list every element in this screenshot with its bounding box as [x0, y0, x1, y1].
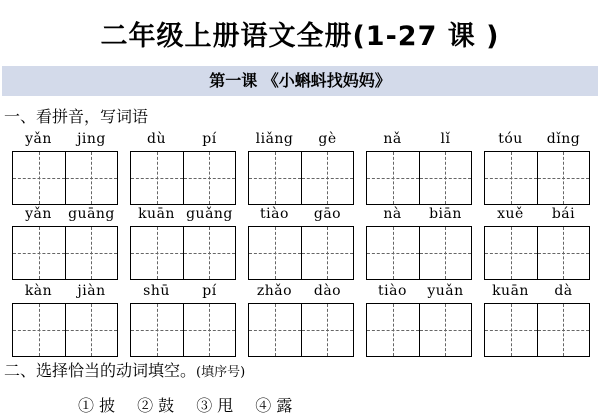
word-group	[248, 131, 354, 204]
pinyin-line	[484, 206, 590, 226]
pinyin-line	[12, 131, 118, 151]
word-group	[130, 206, 236, 279]
pinyin-line	[366, 283, 472, 303]
pinyin-syllable: kuān	[138, 206, 175, 222]
word-group	[366, 206, 472, 279]
writing-boxes	[484, 303, 590, 356]
pinyin-line	[366, 131, 472, 151]
pinyin-line	[130, 283, 236, 303]
pinyin-syllable: pí	[202, 131, 217, 147]
writing-boxes	[130, 303, 236, 356]
section-2-note: (填序号)	[196, 365, 246, 380]
tianzige-box[interactable]	[302, 303, 355, 357]
word-group	[12, 283, 118, 356]
option-item: ④ 露	[255, 396, 293, 415]
tianzige-box[interactable]	[130, 226, 184, 280]
pinyin-line	[130, 131, 236, 151]
word-group	[12, 131, 118, 204]
section-1-heading: 一、看拼音，写词语	[4, 107, 149, 126]
pinyin-syllable: xuě	[497, 206, 524, 222]
tianzige-box[interactable]	[484, 303, 538, 357]
tianzige-box[interactable]	[66, 151, 119, 205]
word-group	[130, 283, 236, 356]
tianzige-box[interactable]	[12, 151, 66, 205]
tianzige-box[interactable]	[420, 151, 473, 205]
pinyin-syllable: dào	[313, 283, 342, 299]
pinyin-syllable: lǐ	[440, 131, 451, 147]
tianzige-box[interactable]	[366, 303, 420, 357]
writing-boxes	[248, 303, 354, 356]
tianzige-box[interactable]	[12, 226, 66, 280]
pinyin-syllable: gè	[318, 131, 337, 147]
writing-boxes	[484, 151, 590, 204]
verb-options	[78, 393, 292, 416]
tianzige-box[interactable]	[484, 226, 538, 280]
pinyin-line	[484, 131, 590, 151]
pinyin-syllable: dǐng	[546, 131, 581, 147]
section-2-text: 二、选择恰当的动词填空。	[4, 361, 197, 380]
word-group	[484, 283, 590, 356]
tianzige-box[interactable]	[184, 151, 237, 205]
writing-boxes	[130, 226, 236, 279]
pinyin-line	[130, 206, 236, 226]
pinyin-line	[248, 283, 354, 303]
pinyin-syllable: tóu	[498, 131, 523, 147]
word-group	[130, 131, 236, 204]
tianzige-box[interactable]	[184, 303, 237, 357]
tianzige-box[interactable]	[66, 226, 119, 280]
tianzige-box[interactable]	[302, 151, 355, 205]
pinyin-syllable: biān	[429, 206, 462, 222]
option-item: ① 披	[78, 396, 116, 415]
word-group	[484, 131, 590, 204]
pinyin-line	[248, 206, 354, 226]
pinyin-syllable: guāng	[68, 206, 115, 222]
writing-boxes	[484, 226, 590, 279]
tianzige-box[interactable]	[130, 151, 184, 205]
tianzige-box[interactable]	[66, 303, 119, 357]
pinyin-syllable: dà	[554, 283, 573, 299]
writing-boxes	[248, 151, 354, 204]
writing-boxes	[366, 151, 472, 204]
pinyin-syllable: gāo	[313, 206, 342, 222]
tianzige-box[interactable]	[366, 226, 420, 280]
pinyin-syllable: guǎng	[186, 206, 233, 222]
pinyin-syllable: dù	[147, 131, 166, 147]
tianzige-box[interactable]	[302, 226, 355, 280]
tianzige-box[interactable]	[248, 303, 302, 357]
writing-boxes	[248, 226, 354, 279]
tianzige-box[interactable]	[484, 151, 538, 205]
pinyin-line	[366, 206, 472, 226]
pinyin-syllable: zhǎo	[256, 283, 293, 299]
writing-boxes	[12, 303, 118, 356]
pinyin-line	[12, 206, 118, 226]
word-group	[366, 283, 472, 356]
word-group	[248, 206, 354, 279]
tianzige-box[interactable]	[420, 303, 473, 357]
pinyin-syllable: jing	[77, 131, 106, 147]
writing-boxes	[130, 151, 236, 204]
writing-boxes	[12, 226, 118, 279]
pinyin-syllable: nà	[383, 206, 402, 222]
writing-boxes	[366, 303, 472, 356]
tianzige-box[interactable]	[12, 303, 66, 357]
pinyin-syllable: kuān	[492, 283, 529, 299]
tianzige-box[interactable]	[248, 226, 302, 280]
pinyin-line	[484, 283, 590, 303]
writing-boxes	[366, 226, 472, 279]
pinyin-syllable: tiào	[260, 206, 289, 222]
pinyin-syllable: pí	[202, 283, 217, 299]
section-2-heading	[4, 358, 245, 381]
pinyin-line	[248, 131, 354, 151]
pinyin-syllable: bái	[551, 206, 576, 222]
tianzige-box[interactable]	[184, 226, 237, 280]
pinyin-syllable: yuǎn	[427, 283, 464, 299]
tianzige-box[interactable]	[538, 226, 591, 280]
pinyin-syllable: jiàn	[77, 283, 106, 299]
tianzige-box[interactable]	[538, 303, 591, 357]
page-title: 二年级上册语文全册(1-27 课 )	[100, 21, 500, 52]
pinyin-syllable: shū	[143, 283, 170, 299]
word-group	[366, 131, 472, 204]
pinyin-syllable: kàn	[24, 283, 53, 299]
writing-boxes	[12, 151, 118, 204]
pinyin-syllable: yǎn	[25, 131, 52, 147]
pinyin-syllable: nǎ	[383, 131, 402, 147]
word-group	[484, 206, 590, 279]
pinyin-syllable: liǎng	[255, 131, 294, 147]
tianzige-box[interactable]	[366, 151, 420, 205]
tianzige-box[interactable]	[248, 151, 302, 205]
option-item: ③ 甩	[196, 396, 234, 415]
tianzige-box[interactable]	[538, 151, 591, 205]
option-item: ② 鼓	[137, 396, 175, 415]
word-group	[248, 283, 354, 356]
lesson-heading: 第一课 《小蝌蚪找妈妈》	[2, 66, 598, 96]
word-group	[12, 206, 118, 279]
tianzige-box[interactable]	[420, 226, 473, 280]
pinyin-line	[12, 283, 118, 303]
tianzige-box[interactable]	[130, 303, 184, 357]
pinyin-syllable: yǎn	[25, 206, 52, 222]
pinyin-syllable: tiào	[378, 283, 407, 299]
